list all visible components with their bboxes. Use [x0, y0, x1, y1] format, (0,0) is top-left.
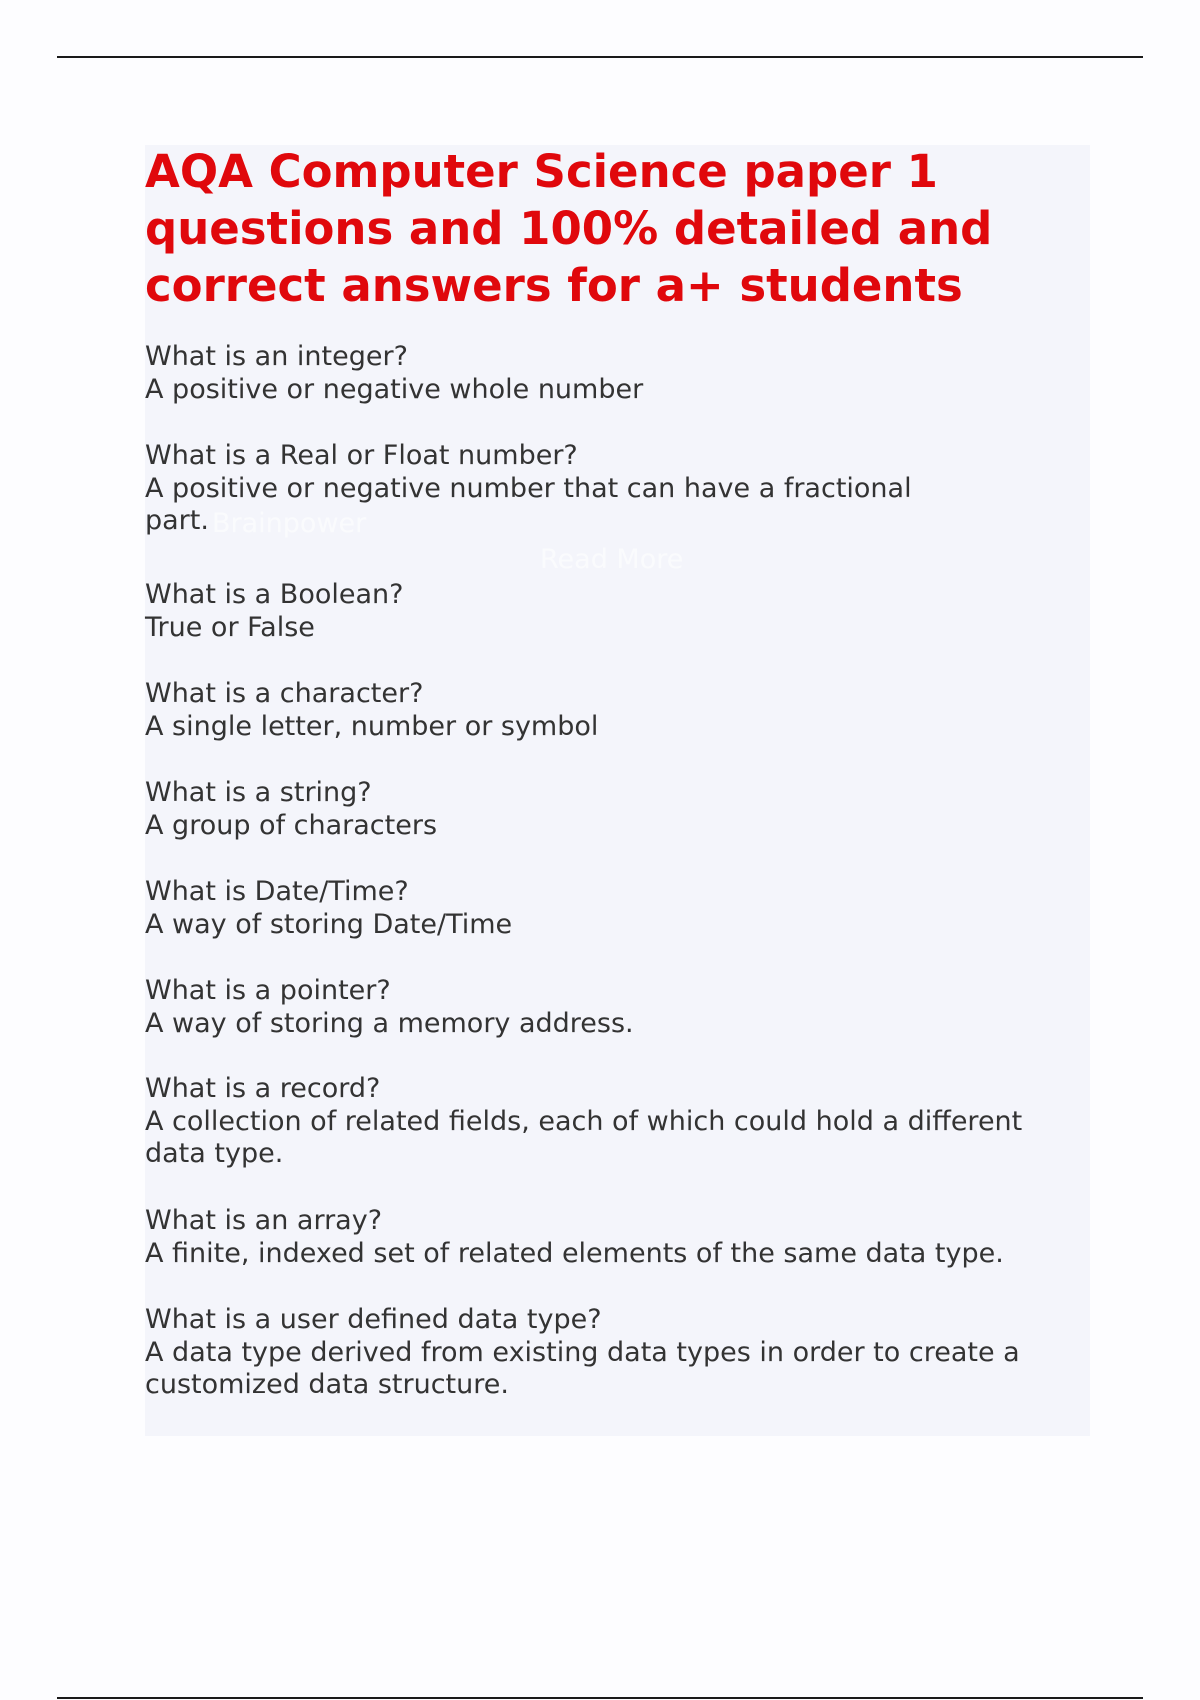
answer-text: A collection of related fields, each of which could hold a different data type. [145, 1105, 1023, 1169]
question-text: What is a Real or Float number? [145, 440, 578, 471]
qa-item [145, 777, 1080, 842]
question-text: What is an integer? [145, 341, 408, 372]
qa-item [145, 1073, 1080, 1171]
qa-item [145, 876, 1080, 941]
question-text: What is a pointer? [145, 975, 391, 1006]
qa-item [145, 579, 1080, 644]
bottom-rule [57, 1697, 1143, 1699]
question-text: What is Date/Time? [145, 876, 409, 907]
answer-text: A data type derived from existing data types in order to create a customized data structure. [145, 1336, 1020, 1400]
answer-text: A finite, indexed set of related elements of the same data type. [145, 1237, 1004, 1269]
answer-text: A positive or negative number that can have a fractional part. [145, 472, 912, 536]
question-text: What is a record? [145, 1073, 381, 1104]
qa-item [145, 1205, 1080, 1270]
question-text: What is an array? [145, 1205, 383, 1236]
question-text: What is a string? [145, 777, 372, 808]
watermark-read-more[interactable]: Read More [540, 544, 684, 575]
qa-item [145, 341, 1080, 406]
document-title: AQA Computer Science paper 1 questions and 100% detailed and correct answers for a+ students [145, 145, 993, 312]
question-text: What is a character? [145, 678, 424, 709]
question-text: What is a user defined data type? [145, 1304, 602, 1335]
question-text: What is a Boolean? [145, 579, 404, 610]
watermark-brand: Brainpower [212, 508, 367, 539]
qa-item [145, 678, 1080, 743]
top-rule [57, 56, 1143, 58]
answer-text: True or False [145, 611, 315, 643]
answer-text: A way of storing a memory address. [145, 1007, 634, 1039]
answer-text: A group of characters [145, 809, 438, 841]
answer-text: A positive or negative whole number [145, 373, 644, 405]
qa-item [145, 975, 1080, 1040]
qa-item [145, 1304, 1080, 1402]
answer-text: A way of storing Date/Time [145, 908, 513, 940]
answer-text: A single letter, number or symbol [145, 710, 599, 742]
